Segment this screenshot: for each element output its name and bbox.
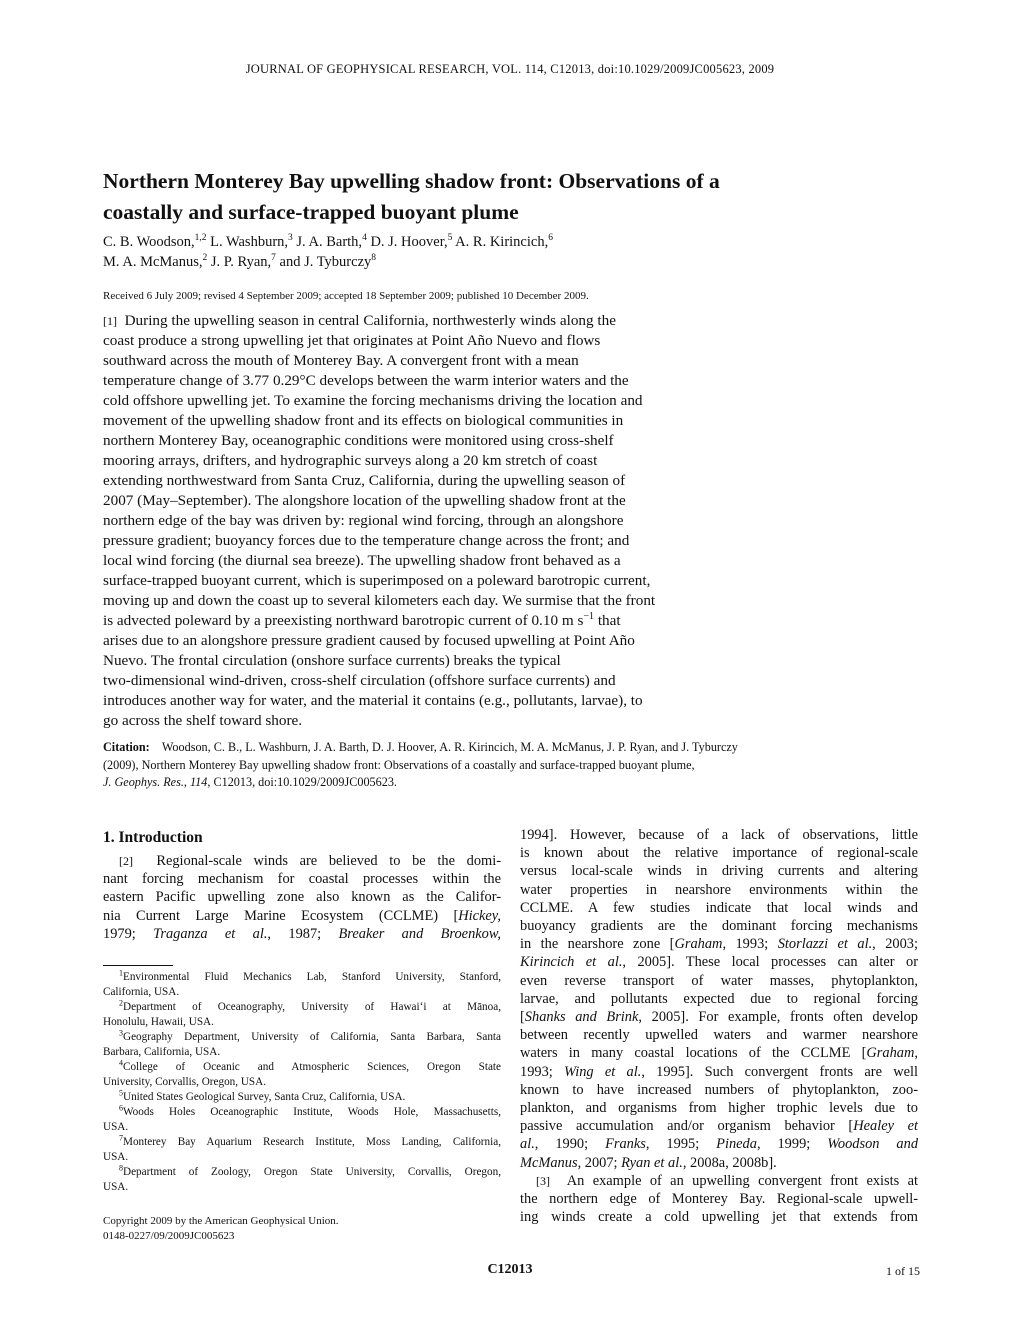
citation-label: Citation:	[103, 740, 150, 754]
page-number: 1 of 15	[886, 1264, 920, 1278]
footnote-rule	[103, 965, 173, 966]
author: J. P. Ryan,	[210, 254, 272, 270]
paragraph-number: [1]	[103, 314, 117, 328]
affiliation-footnotes: $^1$Environmental Fluid Mechanics Lab, Stanford University, Stanford, California, USA. $^2$Department of Oceanography, University of Hawai‘i at Mānoa, Honolulu, Hawaii, USA. $^3$Geography Department, University of California, Santa Barbara, Santa Barbara, California, USA. $^4$College of Oceanic and Atmospheric Sciences, Oregon State University, Corvallis, Oregon, USA. $^5$United States Geological Survey, Santa Cruz, California, USA. $^6$Woods Holes Oceanographic Institute, Woods Hole, Massachusetts, USA. $^7$Monterey Bay Aquarium Research Institute, Moss Landing, California, USA. $^8$Department of Zoology, Oregon State University, Corvallis, Oregon, USA.	[103, 968, 501, 1193]
copyright-notice: Copyright 2009 by the American Geophysical Union. 0148-0227/09/2009JC005623	[103, 1215, 339, 1242]
paper-title	[103, 166, 803, 228]
received-dates: Received 6 July 2009; revised 4 September 2009; accepted 18 September 2009; published 10 December 2009.	[103, 290, 589, 302]
title-line-2: coastally and surface-trapped buoyant plume	[103, 200, 519, 224]
author: C. B. Woodson,	[103, 234, 195, 250]
intro-paragraph-2: [2] Regional-scale winds are believed to be the domi- nant forcing mechanism for coastal processes within the eastern Pacific upwelling zone also known as the Califor- nia Current Large Marine Ecosystem (CCLME) [Hickey, 1979; Traganza et al., 1987; Breaker and Broenkow,	[103, 853, 501, 942]
running-header: JOURNAL OF GEOPHYSICAL RESEARCH, VOL. 114, C12013, doi:10.1029/2009JC005623, 2009	[245, 62, 775, 76]
author: A. R. Kirincich,	[455, 234, 549, 250]
author-list: C. B. Woodson,$^{1,2}$ L. Washburn,$^3$ J. A. Barth,$^4$ D. J. Hoover,$^5$ A. R. Kirincich,$^6$ M. A. McManus,$^2$ J. P. Ryan,$^7$ and J. Tyburczy$^8$	[103, 233, 553, 270]
abstract: [1] During the upwelling season in central California, northwesterly winds along the coast produce a strong upwelling jet that originates at Point Año Nuevo and flows southward across the mouth of Monterey Bay. A convergent front with a mean temperature change of 3.77 0.29°C develops between the warm interior waters and the cold offshore upwelling jet. To examine the forcing mechanisms driving the location and movement of the upwelling shadow front and its effects on biological communities in northern Monterey Bay, oceanographic conditions were monitored using cross-shelf mooring arrays, drifters, and hydrographic surveys along a 20 km stretch of coast extending northwestward from Santa Cruz, California, during the upwelling season of 2007 (May–September). The alongshore location of the upwelling shadow front at the northern edge of the bay was driven by: regional wind forcing, through an alongshore pressure gradient; buoyancy forces due to the temperature change across the front; and local wind forcing (the diurnal sea breeze). The upwelling shadow front behaved as a surface-trapped buoyant current, which is superimposed on a poleward barotropic current, moving up and down the coast up to several kilometers each day. We surmise that the front is advected poleward by a preexisting northward barotropic current of 0.10 m $s^{-1}$ that arises due to an alongshore pressure gradient caused by focused upwelling at Point Año Nuevo. The frontal circulation (onshore surface currents) breaks the typical two-dimensional wind-driven, cross-shelf circulation (offshore surface currents) and introduces another way for water, and the material it contains (e.g., pollutants, larvae), to go across the shelf toward shore.	[103, 312, 656, 729]
section-heading-introduction: 1. Introduction	[103, 829, 203, 846]
article-id-footer: C12013	[487, 1262, 533, 1277]
title-line-1: Northern Monterey Bay upwelling shadow front: Observations of a	[103, 169, 720, 193]
author: J. A. Barth,	[296, 234, 363, 250]
author: M. A. McManus,	[103, 254, 203, 270]
author: L. Washburn,	[210, 234, 289, 250]
citation: Citation: Woodson, C. B., L. Washburn, J. A. Barth, D. J. Hoover, A. R. Kirincich, M. A. McManus, J. P. Ryan, and J. Tyburczy (2009), Northern Monterey Bay upwelling shadow front: Observations of a coastally and surface-trapped buoyant plume, J. Geophys. Res., 114, C12013, doi:10.1029/2009JC005623.	[103, 740, 738, 789]
right-column	[520, 826, 918, 1226]
author: D. J. Hoover,	[370, 234, 448, 250]
left-column	[103, 826, 501, 943]
intro-paragraph-2-cont: 1994]. However, because of a lack of observations, little is known about the relative importance of regional-scale versus local-scale winds in driving currents and altering water properties in nearshore environments within the CCLME. A few studies indicate that local winds and buoyancy gradients are the dominant forcing mechanisms in the nearshore zone [Graham, 1993; Storlazzi et al., 2003; Kirincich et al., 2005]. These local processes can alter or even reverse transport of water masses, phytoplankton, larvae, and pollutants expected due to regional forcing [Shanks and Brink, 2005]. For example, fronts often develop between recently upwelled waters and warmer nearshore waters in many coastal locations of the CCLME [Graham, 1993; Wing et al., 1995]. Such convergent fronts are well known to have increased numbers of phytoplankton, zoo- plankton, and organisms from higher trophic levels due to passive accumulation and/or organism behavior [Healey et al., 1990; Franks, 1995; Pineda, 1999; Woodson and McManus, 2007; Ryan et al., 2008a, 2008b]. [3] An example of an upwelling convergent front exists at the northern edge of Monterey Bay. Regional-scale upwell- ing winds create a cold upwelling jet that extends from	[520, 827, 919, 1226]
author: and J. Tyburczy	[279, 254, 372, 270]
